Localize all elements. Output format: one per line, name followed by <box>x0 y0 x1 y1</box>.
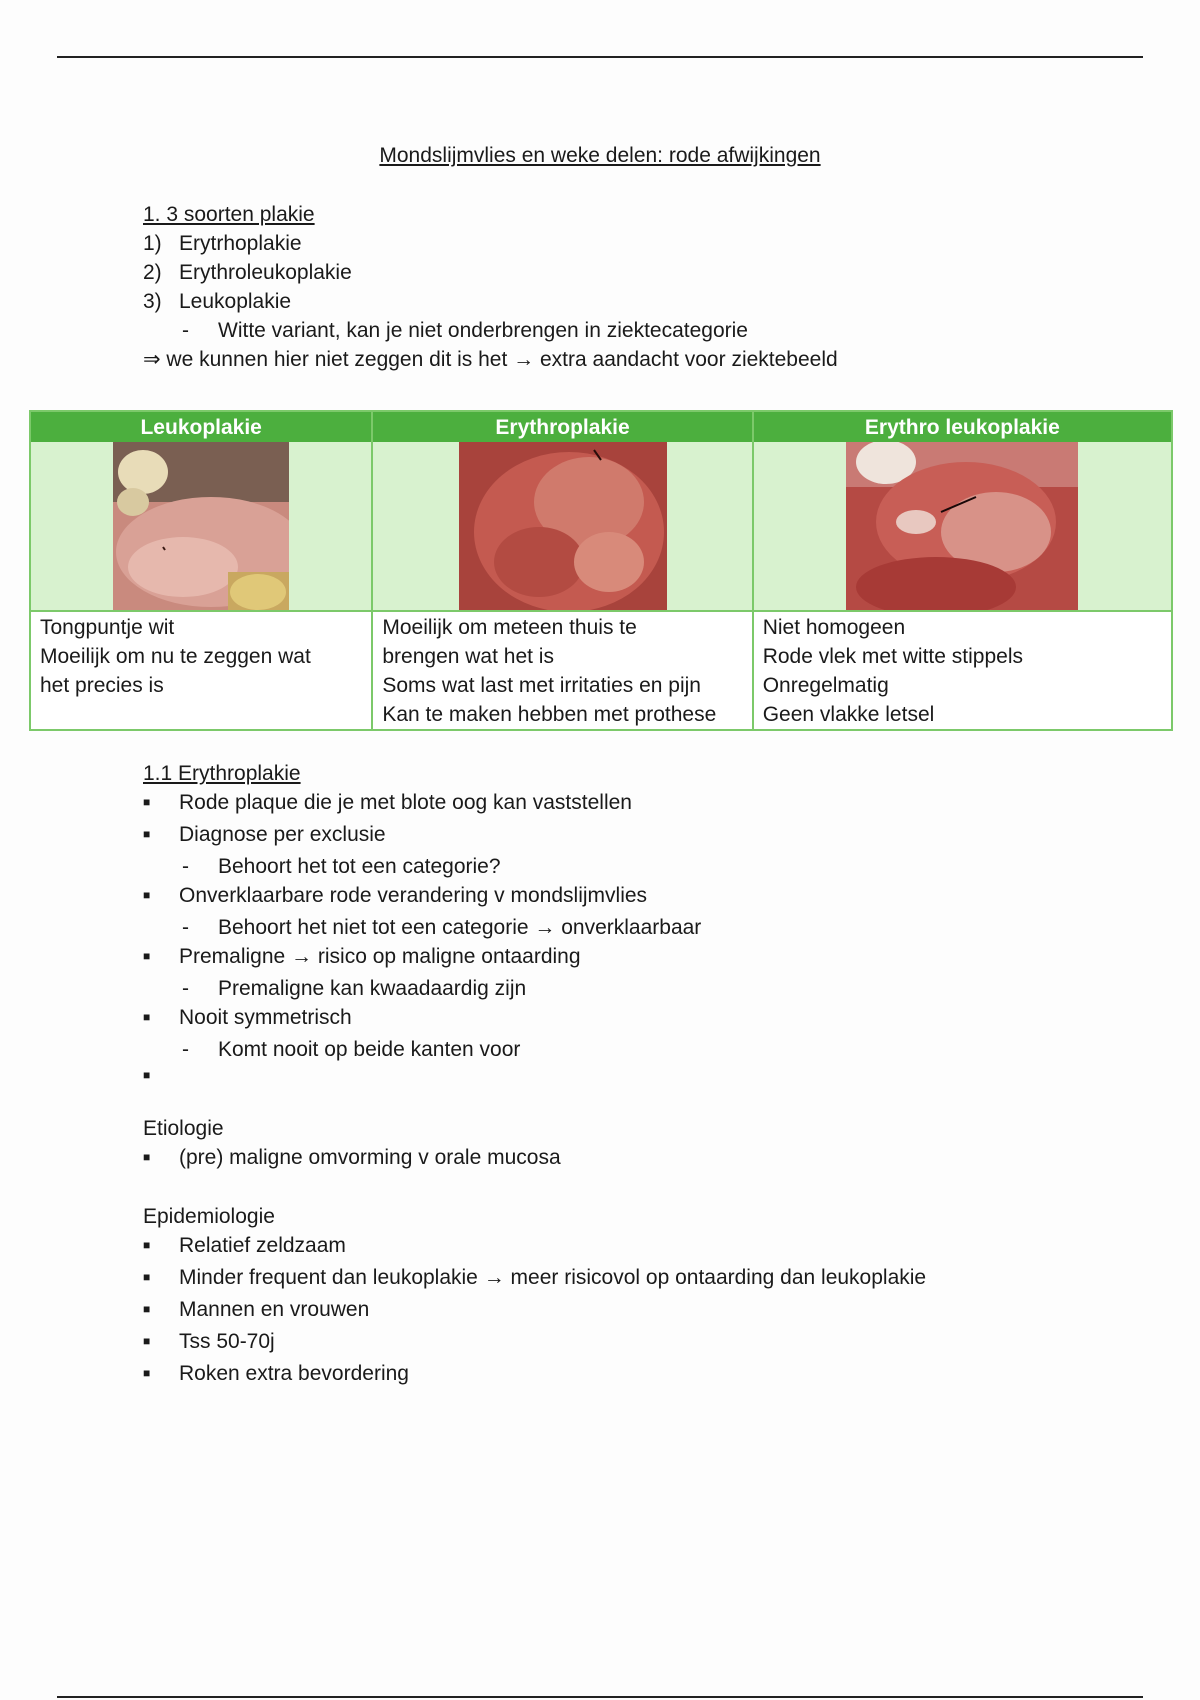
erythroplakie-photo <box>459 442 667 610</box>
sub-list-item: - Premaligne kan kwaadaardig zijn <box>182 977 527 1000</box>
sub-list-item: - Witte variant, kan je niet onderbrengen in ziektecategorie <box>182 319 748 342</box>
plakie-table <box>29 410 1173 731</box>
list-item: ■ Rode plaque die je met blote oog kan vaststellen <box>143 791 632 814</box>
table-cell: Niet homogeen Rode vlek met witte stippels Onregelmatig Geen vlakke letsel <box>753 611 1172 730</box>
page-title: Mondslijmvlies en weke delen: rode afwijkingen <box>379 144 821 167</box>
list-item: ■ Onverklaarbare rode verandering v mondslijmvlies <box>143 884 648 907</box>
table-text-row <box>30 611 1172 730</box>
section-heading: Epidemiologie <box>143 1205 275 1228</box>
section-etiologie <box>143 1114 561 1175</box>
section-heading: 1.1 Erythroplakie <box>143 762 301 785</box>
list-item: ■ Roken extra bevordering <box>143 1362 409 1385</box>
section-plakie <box>143 200 838 374</box>
section-heading: Etiologie <box>143 1117 224 1140</box>
list-item: ■ Minder frequent dan leukoplakie → meer risicovol op ontaarding dan leukoplakie <box>143 1266 927 1289</box>
table-image-row <box>30 442 1172 611</box>
table-cell: Moeilijk om meteen thuis te brengen wat het is Soms wat last met irritaties en pijn Kan te maken hebben met prothese <box>372 611 752 730</box>
list-item: ■ (pre) maligne omvorming v orale mucosa <box>143 1146 561 1169</box>
list-item: 2) Erythroleukoplakie <box>143 261 352 284</box>
column-header: Erythro leukoplakie <box>753 411 1172 442</box>
section-epidemiologie <box>143 1202 926 1391</box>
sub-list-item: - Komt nooit op beide kanten voor <box>182 1038 521 1061</box>
list-item: 1) Erytrhoplakie <box>143 232 302 255</box>
header-rule <box>57 56 1143 58</box>
list-item: ■ <box>143 1068 151 1082</box>
list-item: ■ Nooit symmetrisch <box>143 1006 352 1029</box>
erythro-leukoplakie-photo <box>846 442 1078 610</box>
sub-list-item: - Behoort het niet tot een categorie → onverklaarbaar <box>182 916 702 939</box>
leukoplakie-photo <box>113 442 289 610</box>
list-item: ■ Mannen en vrouwen <box>143 1298 370 1321</box>
list-item: ■ Premaligne → risico op maligne ontaarding <box>143 945 581 968</box>
list-item: ■ Diagnose per exclusie <box>143 823 386 846</box>
table-cell: Tongpuntje wit Moeilijk om nu te zeggen wat het precies is <box>30 611 372 730</box>
list-item: ■ Tss 50-70j <box>143 1330 275 1353</box>
column-header: Leukoplakie <box>30 411 372 442</box>
sub-list-item: - Behoort het tot een categorie? <box>182 855 501 878</box>
section-heading: 1. 3 soorten plakie <box>143 203 315 226</box>
section-erythroplakie <box>143 759 701 1093</box>
list-item: 3) Leukoplakie <box>143 290 292 313</box>
list-item: ■ Relatief zeldzaam <box>143 1234 346 1257</box>
note-line: ⇒ we kunnen hier niet zeggen dit is het → extra aandacht voor ziektebeeld <box>143 348 838 371</box>
column-header: Erythroplakie <box>372 411 752 442</box>
table-header-row <box>30 411 1172 442</box>
footer-rule <box>57 1696 1143 1698</box>
